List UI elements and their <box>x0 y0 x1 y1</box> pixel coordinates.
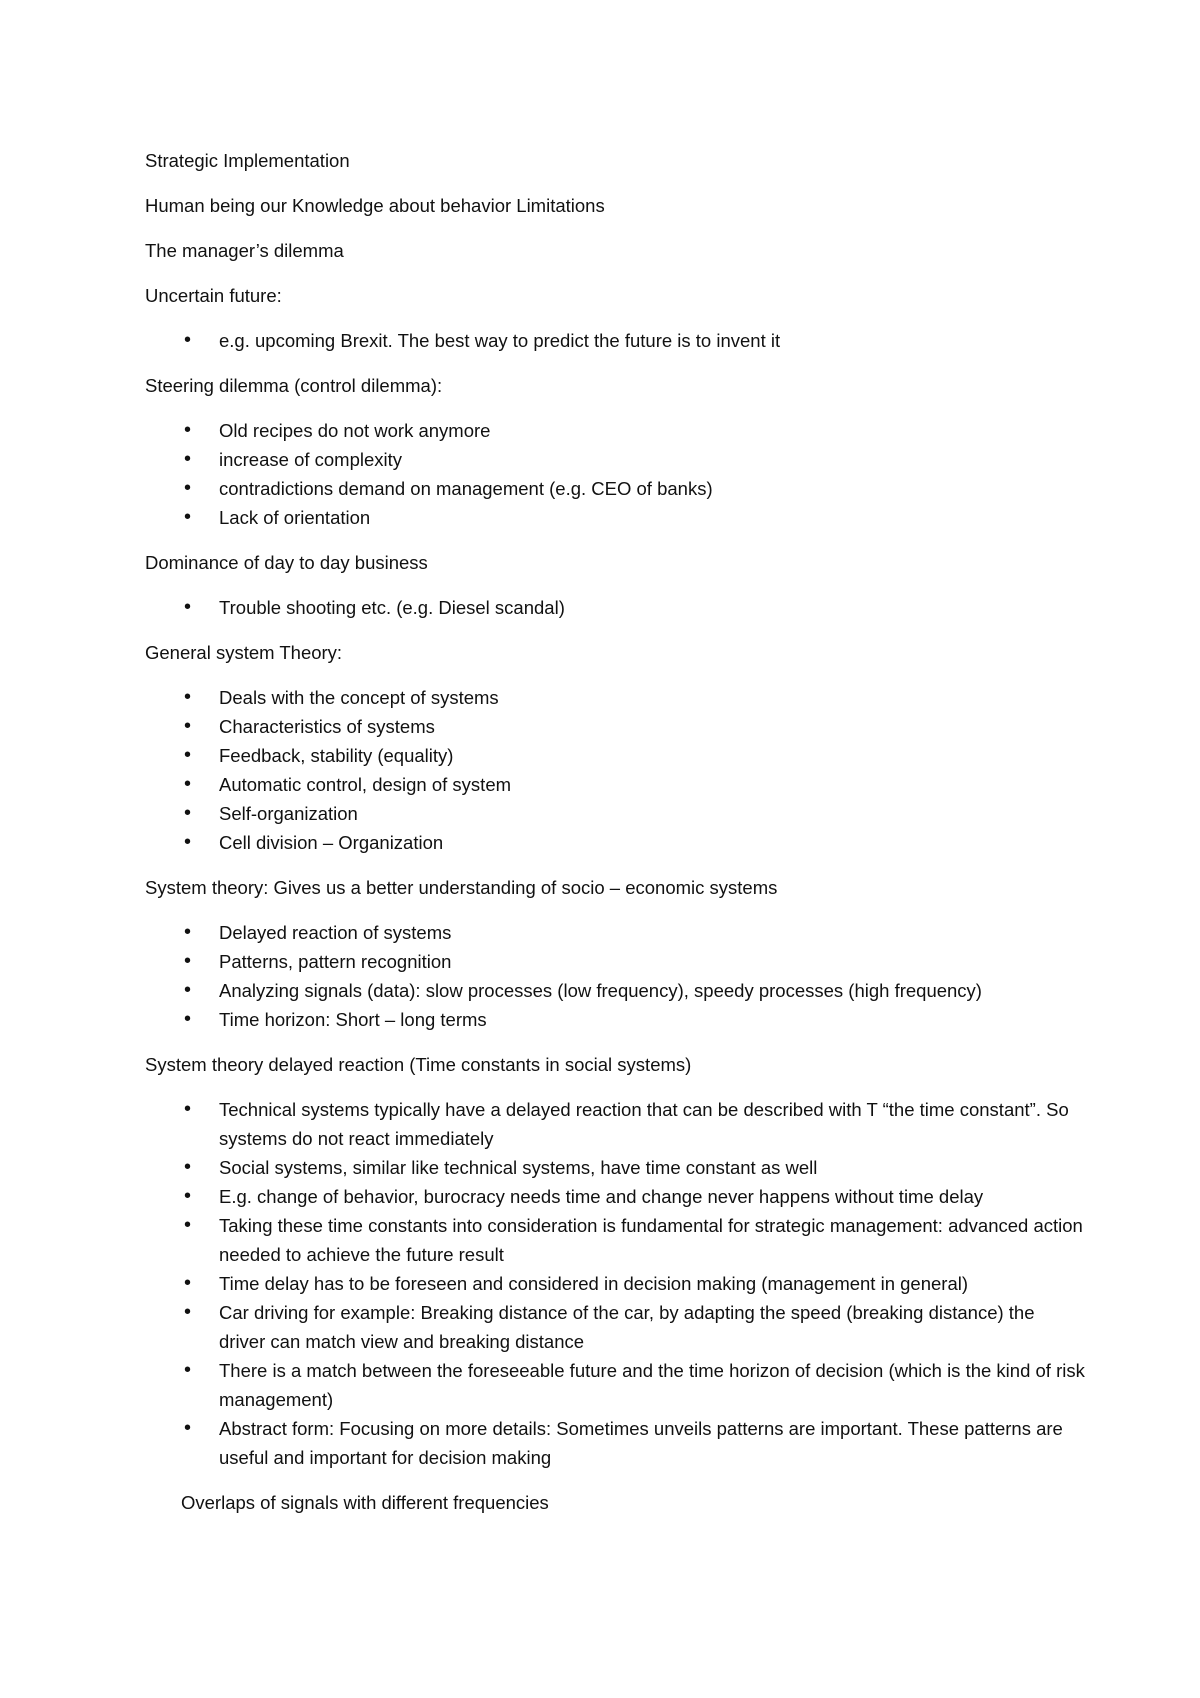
list-item: • Abstract form: Focusing on more details: Sometimes unveils patterns are important. These patterns are useful and important for decision making <box>145 1414 1085 1472</box>
list-item: • Patterns, pattern recognition <box>145 947 1085 976</box>
document-body <box>145 146 1085 1533</box>
list-item: • Characteristics of systems <box>145 712 1085 741</box>
list-item: • Time horizon: Short – long terms <box>145 1005 1085 1034</box>
uncertain-future-list <box>145 326 1085 355</box>
system-theory-list <box>145 918 1085 1034</box>
steering-dilemma-list <box>145 416 1085 532</box>
list-item: • Delayed reaction of systems <box>145 918 1085 947</box>
list-item: • Analyzing signals (data): slow processes (low frequency), speedy processes (high frequency) <box>145 976 1085 1005</box>
list-item: • Feedback, stability (equality) <box>145 741 1085 770</box>
list-item: • Social systems, similar like technical systems, have time constant as well <box>145 1153 1085 1182</box>
list-item: • Self-organization <box>145 799 1085 828</box>
delayed-reaction-list <box>145 1095 1085 1472</box>
list-item: • contradictions demand on management (e.g. CEO of banks) <box>145 474 1085 503</box>
list-item: • Deals with the concept of systems <box>145 683 1085 712</box>
list-item: • Lack of orientation <box>145 503 1085 532</box>
list-item: • increase of complexity <box>145 445 1085 474</box>
document-heading: Strategic Implementation <box>145 150 350 171</box>
uncertain-future-label: Uncertain future: <box>145 285 282 306</box>
general-system-theory-label: General system Theory: <box>145 642 343 663</box>
system-theory-label: System theory: Gives us a better understanding of socio – economic systems <box>145 877 778 898</box>
list-item: • Technical systems typically have a delayed reaction that can be described with T “the time constant”. So systems do not react immediately <box>145 1095 1085 1153</box>
dominance-list <box>145 593 1085 622</box>
list-item: • E.g. change of behavior, burocracy needs time and change never happens without time delay <box>145 1182 1085 1211</box>
list-item: • Trouble shooting etc. (e.g. Diesel scandal) <box>145 593 1085 622</box>
list-item: • Cell division – Organization <box>145 828 1085 857</box>
overlaps-line: Overlaps of signals with different frequencies <box>181 1492 549 1513</box>
list-item: • Time delay has to be foreseen and considered in decision making (management in general) <box>145 1269 1085 1298</box>
list-item: • Taking these time constants into consideration is fundamental for strategic management: advanced action needed to achieve the future result <box>145 1211 1085 1269</box>
list-item: • e.g. upcoming Brexit. The best way to predict the future is to invent it <box>145 326 1085 355</box>
dominance-label: Dominance of day to day business <box>145 552 428 573</box>
general-system-theory-list <box>145 683 1085 857</box>
list-item: • Automatic control, design of system <box>145 770 1085 799</box>
list-item: • Old recipes do not work anymore <box>145 416 1085 445</box>
list-item: • Car driving for example: Breaking distance of the car, by adapting the speed (breaking distance) the driver can match view and breaking distance <box>145 1298 1085 1356</box>
knowledge-line: Human being our Knowledge about behavior Limitations <box>145 195 605 216</box>
delayed-reaction-label: System theory delayed reaction (Time constants in social systems) <box>145 1054 692 1075</box>
list-item: • There is a match between the foreseeable future and the time horizon of decision (which is the kind of risk management) <box>145 1356 1085 1414</box>
steering-dilemma-label: Steering dilemma (control dilemma): <box>145 375 443 396</box>
dilemma-line: The manager’s dilemma <box>145 240 344 261</box>
